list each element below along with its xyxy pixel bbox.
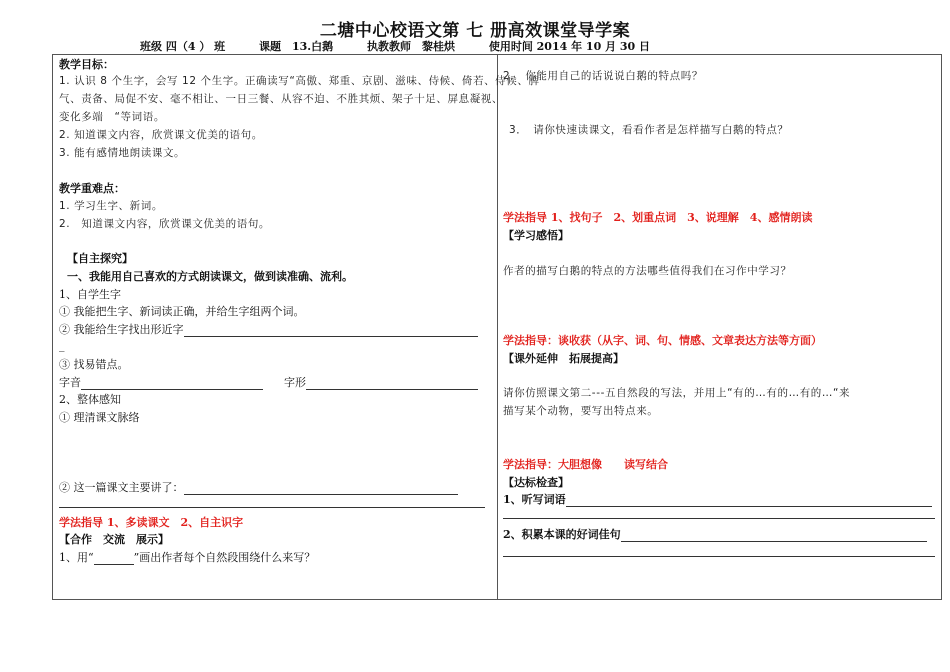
date-info: 使用时间 2014 年 10 月 30 日 xyxy=(488,40,651,53)
item-e-label: ② 这一篇课文主要讲了： xyxy=(59,481,184,494)
feel-heading: 【学习感悟】 xyxy=(503,229,569,242)
task1: 一、我能用自己喜欢的方式朗读课文，做到读准确、流利。 xyxy=(67,270,353,283)
method-4: 学法指导：大胆想像 读写结合 xyxy=(503,458,668,471)
key1: 1. 学习生字、新词。 xyxy=(59,200,163,212)
check1 xyxy=(503,492,932,507)
method-2: 学法指导 1、找句子 2、划重点词 3、说理解 4、感情朗读 xyxy=(503,211,813,224)
summary-line-2[interactable] xyxy=(59,507,485,508)
check2 xyxy=(503,527,927,542)
extend-heading: 【课外延伸 拓展提高】 xyxy=(503,352,624,365)
good-words-blank[interactable] xyxy=(621,529,927,542)
summary-blank[interactable] xyxy=(184,482,458,495)
goal1-line3: 变化多端 “等词语。 xyxy=(59,111,165,123)
q1-prefix: 1、用“ xyxy=(59,551,94,564)
item-d: ① 理清课文脉络 xyxy=(59,411,140,424)
class-info: 班级 四（4 ） 班 xyxy=(140,40,226,53)
item-e xyxy=(59,480,458,495)
shape-label: 字形 xyxy=(284,376,306,389)
error-points xyxy=(59,375,478,390)
sound-blank[interactable] xyxy=(81,377,263,390)
q3: 3． 请你快速读课文，看看作者是怎样描写白鹅的特点？ xyxy=(509,124,789,136)
similar-char-blank[interactable] xyxy=(184,324,478,337)
coop-heading: 【合作 交流 展示】 xyxy=(59,533,169,546)
q1-mark-blank[interactable] xyxy=(94,552,134,565)
dictation-line-2[interactable] xyxy=(503,518,935,519)
overall: 2、整体感知 xyxy=(59,393,121,406)
item-b xyxy=(59,322,478,337)
worksheet-table xyxy=(52,54,942,600)
item-b-tail: _ xyxy=(59,339,65,352)
good-words-line-2[interactable] xyxy=(503,556,935,557)
method-1: 学法指导 1、多读课文 2、自主识字 xyxy=(59,516,244,529)
column-divider xyxy=(497,55,498,599)
item-b-label: ② 我能给生字找出形近字 xyxy=(59,323,184,336)
self-learn: 1、自学生字 xyxy=(59,288,121,301)
check1-label: 1、听写词语 xyxy=(503,493,566,506)
goals-heading: 教学目标： xyxy=(59,58,114,71)
goal2: 2. 知道课文内容，欣赏课文优美的语句。 xyxy=(59,129,263,141)
q1 xyxy=(59,550,315,565)
item-a: ① 我能把生字、新词读正确，并给生字组两个词。 xyxy=(59,305,305,318)
item-c: ③ 找易错点。 xyxy=(59,358,129,371)
goal3: 3. 能有感情地朗读课文。 xyxy=(59,147,186,159)
dictation-blank[interactable] xyxy=(566,494,932,507)
explore-heading: 【自主探究】 xyxy=(67,252,133,265)
goal1-line2: 气、责备、局促不安、毫不相让、一日三餐、从容不迫、不胜其烦、架子十足、屏息凝视、 xyxy=(59,93,503,105)
check2-label: 2、积累本课的好词佳句 xyxy=(503,528,621,541)
q2: 2. 你能用自己的话说说白鹅的特点吗？ xyxy=(503,70,703,82)
page-title: 二塘中心校语文第 七 册高效课堂导学案 xyxy=(319,21,631,41)
teacher-info: 执教教师 黎桂烘 xyxy=(366,40,455,53)
shape-blank[interactable] xyxy=(306,377,478,390)
check-heading: 【达标检查】 xyxy=(503,476,569,489)
extend-line2: 描写某个动物，要写出特点来。 xyxy=(503,405,659,417)
goal1-line1: 1. 认识 8 个生字，会写 12 个生字。正确读写“高傲、郑重、京剧、滋味、侍候、倚若、侍候、脾 xyxy=(59,75,540,87)
extend-line1: 请你仿照课文第二---五自然段的写法，并用上“有的…有的…有的…“来 xyxy=(503,387,851,399)
key2: 2. 知道课文内容，欣赏课文优美的语句。 xyxy=(59,218,271,230)
info-line xyxy=(140,38,680,54)
feel-question: 作者的描写白鹅的特点的方法哪些值得我们在习作中学习？ xyxy=(503,265,792,277)
method-3: 学法指导：谈收获（从字、词、句、情感、文章表达方法等方面） xyxy=(503,334,822,347)
q1-suffix: ”画出作者每个自然段围绕什么来写？ xyxy=(133,551,316,564)
key-heading: 教学重难点： xyxy=(59,182,125,195)
lesson-info: 课题 13.白鹅 xyxy=(259,40,334,53)
sound-label: 字音 xyxy=(59,376,81,389)
